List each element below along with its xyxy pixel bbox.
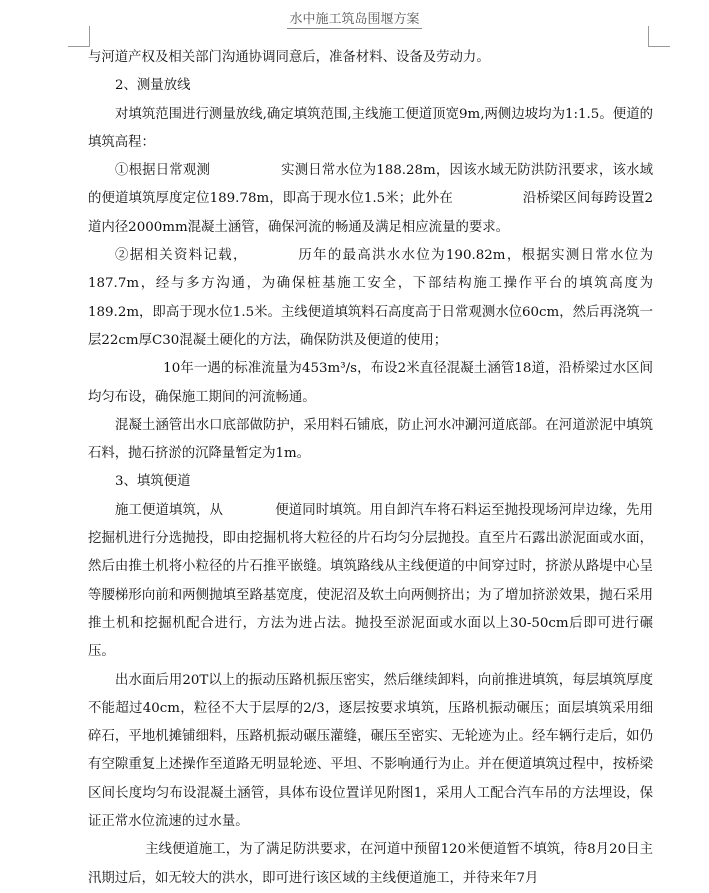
crop-mark-left-horizontal [68,46,90,47]
document-title: 水中施工筑岛围堰方案 [289,12,420,27]
paragraph-fill-method: 施工便道填筑，从 便道同时填筑。用自卸汽车将石料运至抛投现场河岸边缘，先用挖掘机进行分选抛投，即由挖掘机将大粒径的片石均匀分层抛投。直至片石露出淤泥面或水面，然后由推土机将小粒径的片石推平嵌缝。填筑路线从主线便道的中间穿过时，挤淤从路堤中心呈等腰梯形向前和两侧抛填至路基宽度，使泥沼及软土向两侧挤出；为了增加挤淤效果，抛石采用推土机和挖掘机配合进行，方法为进占法。抛投至淤泥面或水面以上30-50cm后即可进行碾压。 [88,502,653,660]
paragraph-continuation: 与河道产权及相关部门沟通协调同意后，准备材料、设备及劳动力。 [88,50,490,65]
paragraph-culvert-protection: 混凝土涵管出水口底部做防护，采用料石铺底，防止河水冲涮河道底部。在河道淤泥中填筑石料，抛石挤淤的沉降量暂定为1m。 [88,417,653,462]
paragraph-records-2: ②据相关资料记载， 历年的最高洪水水位为190.82m，根据实测日常水位为187.7m，经与多方沟通，为确保桩基施工安全，下部结构施工操作平台的填筑高度为189.2m，即高于现水位1.5米。主线便道填筑料石高度高于日常观测水位60cm，然后再浇筑一层22cm厚C30混凝土硬化的方法，确保防洪及便道的使用； [88,248,653,348]
document-body [88,44,653,893]
paragraph-observation-1: ①根据日常观测 实测日常水位为188.28m，因该水域无防洪防汛要求，该水域的便道填筑厚度定位189.78m，即高于现水位1.5米；此外在 沿桥梁区间每跨设置2道内径2000mm混凝土涵管，确保河流的畅通及满足相应流量的要求。 [88,163,653,235]
paragraph-survey-range: 对填筑范围进行测量放线,确定填筑范围,主线施工便道顶宽9m,两侧边坡均为1:1.5。便道的填筑高程： [88,106,653,150]
page-header [0,8,709,27]
section-heading-fill-road: 3、填筑便道 [115,474,191,490]
section-heading-survey: 2、测量放线 [115,78,191,94]
paragraph-flow-rate: 10年一遇的标准流量为453m³/s，布设2米直径混凝土涵管18道，沿桥梁过水区间均匀布设，确保施工期间的河流畅通。 [88,361,653,405]
paragraph-compaction: 出水面后用20T以上的振动压路机振压密实，然后继续卸料，向前推进填筑，每层填筑厚度不能超过40cm，粒径不大于层厚的2/3，逐层按要求填筑，压路机振动碾压；面层填筑采用细碎石，平地机摊铺细料，压路机振动碾压灌缝，碾压至密实、无轮迹为止。经车辆行走后，如仍有空隙重复上述操作至道路无明显轮迹、平坦、不影响通行为止。并在便道填筑过程中，按桥梁区间长度均匀布设混凝土涵管，具体布设位置详见附图1，采用人工配合汽车吊的方法埋设，保证正常水位流速的过水量。 [88,672,653,830]
paragraph-main-road: 主线便道施工，为了满足防洪要求，在河道中预留120米便道暂不填筑，待8月20日主汛期过后，如无较大的洪水，即可进行该区域的主线便道施工，并待来年7月 [88,842,653,886]
